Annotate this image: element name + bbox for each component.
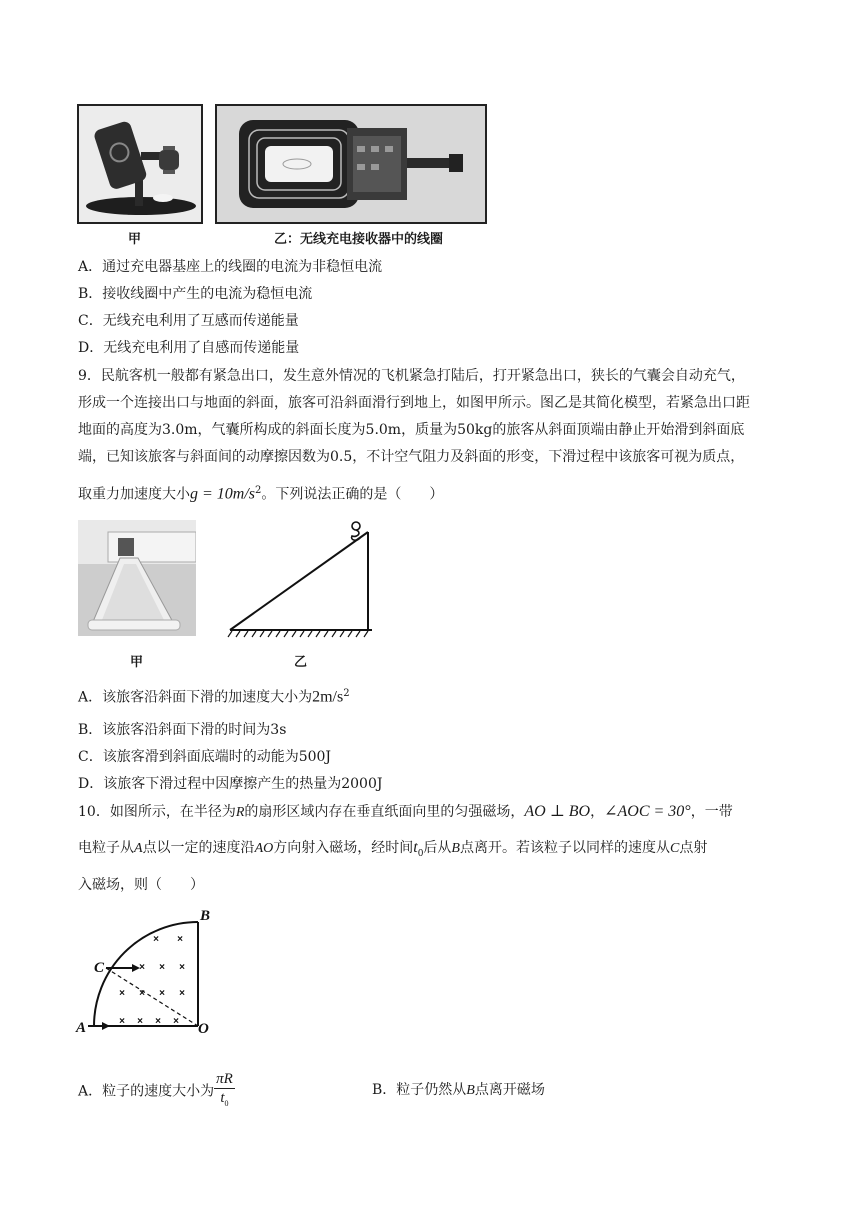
q10-option-b-pre: B．粒子仍然从 xyxy=(372,1082,467,1098)
svg-text:×: × xyxy=(159,962,165,973)
q9-option-a-text: A．该旅客沿斜面下滑的加速度大小为 xyxy=(78,689,313,706)
q10-stem-2-post: 点射 xyxy=(679,840,708,856)
q10-stem-line-1 xyxy=(78,802,733,823)
q10-stem-1-mid: 的扇形区域内存在垂直纸面向里的匀强磁场， xyxy=(244,804,525,820)
q9-stem-line-1: 9．民航客机一般都有紧急出口，发生意外情况的飞机紧急打陆后，打开紧急出口，狭长的气囊会自动充气， xyxy=(78,368,745,384)
acceleration-exponent: 2 xyxy=(343,688,350,699)
svg-text:×: × xyxy=(177,934,183,945)
evacuation-slide-illustration xyxy=(78,520,196,636)
magnetic-sector-diagram xyxy=(74,906,224,1040)
time-subscript: 0 xyxy=(417,848,424,859)
q9-stem-line-2: 形成一个连接出口与地面的斜面，旅客可沿斜面滑行到地上，如图甲所示。图乙是其简化模型，若紧急出口距 xyxy=(78,395,750,411)
slide-photo xyxy=(78,520,196,636)
q10-stem-2-mid3: 后从 xyxy=(423,840,452,856)
svg-text:×: × xyxy=(119,1016,125,1027)
label-o: O xyxy=(198,1021,209,1037)
q10-stem-1-sep: ， xyxy=(590,804,605,820)
q9-option-d: D．该旅客下滑过程中因摩擦产生的热量为2000J xyxy=(78,776,383,792)
velocity-numerator: πR xyxy=(216,1071,233,1087)
q8-option-d: D．无线充电利用了自感而传递能量 xyxy=(78,340,300,356)
q10-option-b-point: B xyxy=(466,1083,475,1098)
svg-text:×: × xyxy=(173,1016,179,1027)
q10-stem-2-mid2: 方向射入磁场，经时间 xyxy=(273,840,414,856)
gravity-formula-exponent: 2 xyxy=(255,485,262,496)
q9-stem-line-3: 地面的高度为3.0m，气囊所构成的斜面长度为5.0m，质量为50kg的旅客从斜面顶端由静止开始滑到斜面底 xyxy=(78,422,745,438)
q10-stem-2-mid1: 点以一定的速度沿 xyxy=(142,840,255,856)
q9-stem-line-4: 端，已知该旅客与斜面间的动摩擦因数为0.5，不计空气阻力及斜面的形变，下滑过程中该旅客可视为质点， xyxy=(78,449,745,465)
q10-stem-2-mid4: 点离开。若该粒子以同样的速度从 xyxy=(459,840,670,856)
angle-relation: ∠AOC = 30° xyxy=(604,803,691,820)
q10-stem-line-3: 入磁场，则（ ） xyxy=(78,877,204,893)
q10-stem-line-2 xyxy=(78,838,707,864)
svg-text:×: × xyxy=(155,1016,161,1027)
charger-stand-illustration xyxy=(79,106,201,222)
perpendicular-relation: AO ⊥ BO xyxy=(524,803,591,820)
acceleration-value: 2m/s xyxy=(312,688,344,706)
receiver-coil-photo xyxy=(215,104,487,224)
q9-stem-5-pre: 取重力加速度大小 xyxy=(78,486,190,503)
point-c-symbol: C xyxy=(669,841,680,856)
q10-option-b-post: 点离开磁场 xyxy=(474,1082,545,1098)
receiver-coil-illustration xyxy=(217,106,485,222)
svg-text:×: × xyxy=(119,988,125,999)
q8-option-a: A．通过充电器基座上的线圈的电流为非稳恒电流 xyxy=(78,259,383,275)
label-b: B xyxy=(200,908,211,924)
radius-symbol: R xyxy=(235,805,245,820)
svg-text:×: × xyxy=(139,962,145,973)
velocity-fraction xyxy=(214,1070,235,1113)
q8-caption-a: 甲 xyxy=(128,232,142,247)
direction-ao-symbol: AO xyxy=(254,841,274,856)
q10-stem-1-pre: 10．如图所示，在半径为 xyxy=(78,804,236,820)
q9-option-a xyxy=(78,684,350,708)
q10-option-b xyxy=(372,1080,545,1101)
q10-option-a-text: A．粒子的速度大小为 xyxy=(78,1083,215,1100)
q8-option-b: B．接收线圈中产生的电流为稳恒电流 xyxy=(78,286,313,302)
svg-text:×: × xyxy=(159,988,165,999)
q9-stem-5-post: 。下列说法正确的是（ ） xyxy=(261,486,444,503)
q8-option-c: C．无线充电利用了互感而传递能量 xyxy=(78,313,299,329)
velocity-denominator xyxy=(214,1089,235,1113)
svg-text:×: × xyxy=(139,988,145,999)
q9-option-b: B．该旅客沿斜面下滑的时间为3s xyxy=(78,722,287,738)
svg-text:×: × xyxy=(153,934,159,945)
point-b-symbol: B xyxy=(451,841,460,856)
q8-caption-b: 乙：无线充电接收器中的线圈 xyxy=(274,232,444,247)
velocity-denominator-t: t xyxy=(220,1090,225,1106)
label-a: A xyxy=(76,1020,87,1036)
gravity-formula: g = 10m/s xyxy=(190,485,256,503)
point-a-symbol: A xyxy=(134,841,143,856)
svg-text:×: × xyxy=(179,962,185,973)
label-c: C xyxy=(94,960,105,976)
velocity-denominator-sub: 0 xyxy=(224,1099,229,1108)
charger-photo xyxy=(77,104,203,224)
q10-stem-1-post: ，一带 xyxy=(690,804,733,820)
q9-option-c: C．该旅客滑到斜面底端时的动能为500J xyxy=(78,749,332,765)
incline-diagram xyxy=(222,518,378,642)
q9-caption-b: 乙 xyxy=(294,655,308,670)
q10-option-a xyxy=(78,1070,235,1113)
svg-text:×: × xyxy=(179,988,185,999)
q9-caption-a: 甲 xyxy=(130,655,144,670)
svg-text:×: × xyxy=(137,1016,143,1027)
q10-stem-2-pre: 电粒子从 xyxy=(78,840,134,856)
time-symbol: t xyxy=(413,839,418,856)
q9-stem-line-5 xyxy=(78,481,443,505)
